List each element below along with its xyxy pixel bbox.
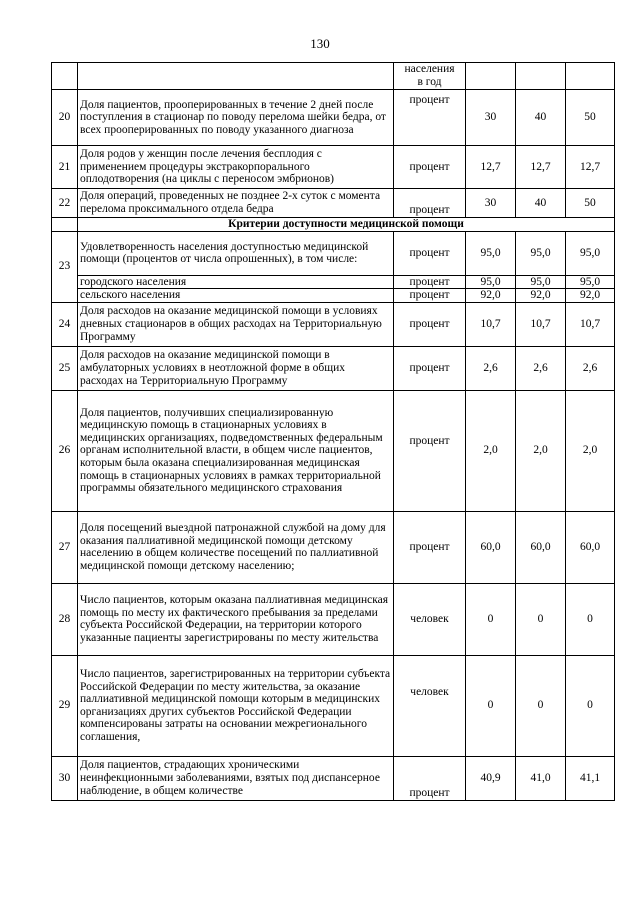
subrow-description: городского населения [78,275,394,289]
row-unit: процент [394,146,466,189]
row-value-2: 12,7 [516,146,566,189]
table-subrow [52,289,615,303]
subrow-value-2: 95,0 [516,275,566,289]
row-unit: процент [394,346,466,390]
row-description: Доля пациентов, прооперированных в течение 2 дней после поступления в стационар по поводу перелома шейки бедра, от всех прооперированных по поводу указанного диагноза [78,90,394,146]
table-cell-empty [52,218,78,232]
table-row [52,346,615,390]
row-value-1: 2,0 [466,390,516,511]
row-value-2: 10,7 [516,302,566,346]
row-value-1: 0 [466,655,516,756]
row-value-3: 2,6 [566,346,615,390]
row-number: 28 [52,583,78,655]
row-description: Число пациентов, которым оказана паллиативная медицинская помощь по месту их фактического пребывания за пределами субъекта Российской Федерации, на территории которого указанные пациенты зарегистрированы по месту жительства [78,583,394,655]
row-number: 27 [52,511,78,583]
row-number: 25 [52,346,78,390]
row-description: Число пациентов, зарегистрированных на территории субъекта Российской Федерации по месту жительства, за оказание паллиативной медицинской помощи которым в медицинских организациях других субъектов Российской Федерации компенсированы затраты на основании межрегионального соглашения, [78,655,394,756]
row-value-3: 12,7 [566,146,615,189]
row-value-1: 12,7 [466,146,516,189]
row-number: 29 [52,655,78,756]
row-number: 26 [52,390,78,511]
row-number: 21 [52,146,78,189]
row-value-2: 0 [516,655,566,756]
row-value-3: 0 [566,655,615,756]
table-subrow [52,275,615,289]
row-unit: процент [394,511,466,583]
section-header-row [52,218,615,232]
row-value-1: 30 [466,189,516,218]
subrow-value-3: 92,0 [566,289,615,303]
row-value-1: 30 [466,90,516,146]
row-number: 30 [52,756,78,800]
table-row [52,90,615,146]
row-description: Доля расходов на оказание медицинской помощи в амбулаторных условиях в неотложной форме в общих расходах на Территориальную Программу [78,346,394,390]
row-unit: процент [394,390,466,511]
row-value-2: 60,0 [516,511,566,583]
table-row [52,756,615,800]
row-value-3: 10,7 [566,302,615,346]
row-value-3: 2,0 [566,390,615,511]
row-value-2: 41,0 [516,756,566,800]
row-unit: человек [394,655,466,756]
table-header-continuation [52,63,615,90]
row-number: 22 [52,189,78,218]
row-description: Доля родов у женщин после лечения бесплодия с применением процедуры экстракорпорального оплодотворения (на циклы с переносом эмбрионов) [78,146,394,189]
row-value-1: 95,0 [466,231,516,275]
table-row [52,302,615,346]
row-value-2: 40 [516,90,566,146]
row-description: Доля пациентов, страдающих хроническими неинфекционными заболеваниями, взятых под диспансерное наблюдение, в общем количестве [78,756,394,800]
row-value-3: 95,0 [566,231,615,275]
row-value-1: 10,7 [466,302,516,346]
row-value-1: 0 [466,583,516,655]
row-unit: процент [394,189,466,218]
page-number: 130 [310,36,330,51]
table-row [52,655,615,756]
subrow-unit: процент [394,289,466,303]
table-row [52,189,615,218]
indicators-table [51,62,615,801]
subrow-value-2: 92,0 [516,289,566,303]
table-row [52,583,615,655]
row-value-1: 60,0 [466,511,516,583]
row-number: 24 [52,302,78,346]
subrow-unit: процент [394,275,466,289]
table-row [52,390,615,511]
row-value-2: 2,6 [516,346,566,390]
row-value-2: 40 [516,189,566,218]
row-value-3: 41,1 [566,756,615,800]
row-unit: процент [394,302,466,346]
section-title: Критерии доступности медицинской помощи [78,218,615,232]
row-value-3: 50 [566,189,615,218]
row-value-2: 95,0 [516,231,566,275]
row-number: 23 [52,231,78,302]
subrow-description: сельского населения [78,289,394,303]
row-value-1: 2,6 [466,346,516,390]
subrow-value-3: 95,0 [566,275,615,289]
table-row [52,511,615,583]
table-row [52,231,615,275]
row-value-3: 0 [566,583,615,655]
table-cell-empty [52,63,78,90]
row-value-2: 2,0 [516,390,566,511]
subrow-value-1: 95,0 [466,275,516,289]
unit-header-cell: населения в год [394,63,466,90]
row-unit: процент [394,756,466,800]
subrow-value-1: 92,0 [466,289,516,303]
row-description: Доля операций, проведенных не позднее 2-х суток с момента перелома проксимального отдела бедра [78,189,394,218]
row-description: Доля посещений выездной патронажной службой на дому для оказания паллиативной медицинской помощи детскому населению в общем количестве посещений по паллиативной медицинской помощи детскому населению; [78,511,394,583]
row-description: Доля пациентов, получивших специализированную медицинскую помощь в стационарных условиях в медицинских организациях, подведомственных федеральным органам исполнительной власти, в общем числе пациентов, которым была оказана специализированная медицинская помощь в стационарных условиях в рамках территориальной программы обязательного медицинского страхования [78,390,394,511]
table-cell-empty [516,63,566,90]
row-description: Доля расходов на оказание медицинской помощи в условиях дневных стационаров в общих расходах на Территориальную Программу [78,302,394,346]
table-cell-empty [466,63,516,90]
row-value-3: 50 [566,90,615,146]
table-cell-empty [566,63,615,90]
row-value-1: 40,9 [466,756,516,800]
table-cell-empty [78,63,394,90]
row-unit: процент [394,90,466,146]
row-unit: процент [394,231,466,275]
row-value-3: 60,0 [566,511,615,583]
row-unit: человек [394,583,466,655]
table-row [52,146,615,189]
row-number: 20 [52,90,78,146]
row-value-2: 0 [516,583,566,655]
row-description: Удовлетворенность населения доступностью медицинской помощи (процентов от числа опрошенных), в том числе: [78,231,394,275]
